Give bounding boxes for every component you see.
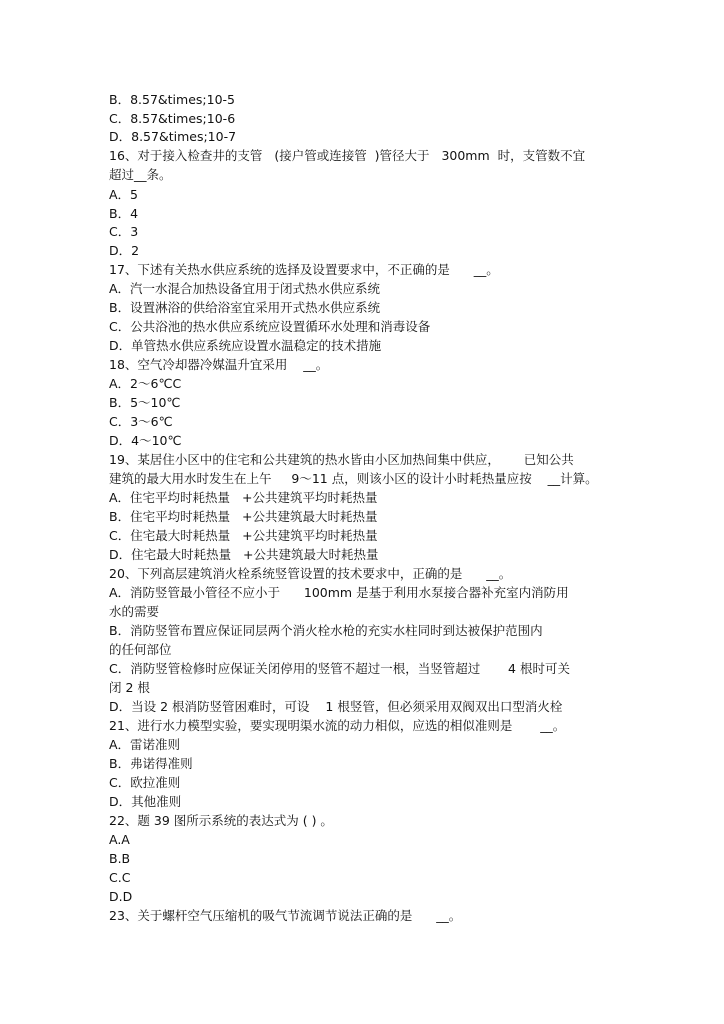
- question-16: 16、对于接入检查井的支管 (接户管或连接管 )管径大于 300mm 时，支管数不宜: [109, 148, 586, 163]
- option-a-q18: A．2～6℃C: [109, 376, 182, 391]
- question-18: 18、空气冷却器冷媒温升宜采用 __。: [109, 357, 329, 372]
- option-b-q19: B．住宅平均时耗热量 +公共建筑最大时耗热量: [109, 509, 378, 524]
- option-d-q16: D．2: [109, 243, 140, 258]
- option-c-q20-cont: 闭 2 根: [109, 680, 150, 695]
- question-21: 21、进行水力模型实验，要实现明渠水流的动力相似，应选的相似准则是 __。: [109, 718, 566, 733]
- question-19: 19、某居住小区中的住宅和公共建筑的热水皆由小区加热间集中供应， 已知公共: [109, 452, 574, 467]
- option-a-q20-cont: 水的需要: [109, 604, 160, 619]
- option-c-q18: C．3～6℃: [109, 414, 173, 429]
- option-a-q22: A.A: [109, 832, 130, 847]
- option-b-q20-cont: 的任何部位: [109, 642, 172, 657]
- option-d-q15: D．8.57&times;10-7: [109, 129, 237, 144]
- option-d-q18: D．4～10℃: [109, 433, 182, 448]
- option-a-q17: A．汽一水混合加热设备宜用于闭式热水供应系统: [109, 281, 381, 296]
- option-b-q15: B．8.57&times;10-5: [109, 92, 235, 107]
- option-a-q20: A．消防竖管最小管径不应小于 100mm 是基于利用水泵接合器补充室内消防用: [109, 585, 569, 600]
- option-d-q20: D．当设 2 根消防竖管困难时，可设 1 根竖管，但必须采用双阀双出口型消火栓: [109, 699, 563, 714]
- question-23: 23、关于螺杆空气压缩机的吸气节流调节说法正确的是 __。: [109, 908, 462, 923]
- option-c-q19: C．住宅最大时耗热量 +公共建筑平均时耗热量: [109, 528, 378, 543]
- option-c-q16: C．3: [109, 224, 139, 239]
- option-b-q17: B．设置淋浴的供给浴室宜采用开式热水供应系统: [109, 300, 381, 315]
- option-a-q19: A．住宅平均时耗热量 +公共建筑平均时耗热量: [109, 490, 378, 505]
- option-c-q22: C.C: [109, 870, 131, 885]
- option-a-q21: A．雷诺准则: [109, 737, 181, 752]
- option-b-q16: B．4: [109, 206, 139, 221]
- option-d-q17: D．单管热水供应系统应设置水温稳定的技术措施: [109, 338, 382, 353]
- option-b-q18: B．5～10℃: [109, 395, 181, 410]
- option-b-q20: B．消防竖管布置应保证同层两个消火栓水枪的充实水柱同时到达被保护范围内: [109, 623, 543, 638]
- question-16-cont: 超过__条。: [109, 167, 172, 182]
- option-c-q21: C．欧拉准则: [109, 775, 181, 790]
- option-b-q21: B．弗诺得准则: [109, 756, 193, 771]
- option-d-q22: D.D: [109, 889, 133, 904]
- question-20: 20、下列高层建筑消火栓系统竖管设置的技术要求中，正确的是 __。: [109, 566, 512, 581]
- question-22: 22、题 39 图所示系统的表达式为 ( ) 。: [109, 813, 333, 828]
- option-c-q20: C．消防竖管检修时应保证关闭停用的竖管不超过一根，当竖管超过 4 根时可关: [109, 661, 570, 676]
- option-a-q16: A．5: [109, 187, 139, 202]
- option-c-q15: C．8.57&times;10-6: [109, 111, 236, 126]
- question-19-cont: 建筑的最大用水时发生在上午 9～11 点，则该小区的设计小时耗热量应按 __计算。: [109, 471, 598, 486]
- option-c-q17: C．公共浴池的热水供应系统应设置循环水处理和消毒设备: [109, 319, 431, 334]
- option-d-q19: D．住宅最大时耗热量 +公共建筑最大时耗热量: [109, 547, 379, 562]
- option-b-q22: B.B: [109, 851, 131, 866]
- question-17: 17、下述有关热水供应系统的选择及设置要求中，不正确的是 __。: [109, 262, 499, 277]
- option-d-q21: D．其他准则: [109, 794, 182, 809]
